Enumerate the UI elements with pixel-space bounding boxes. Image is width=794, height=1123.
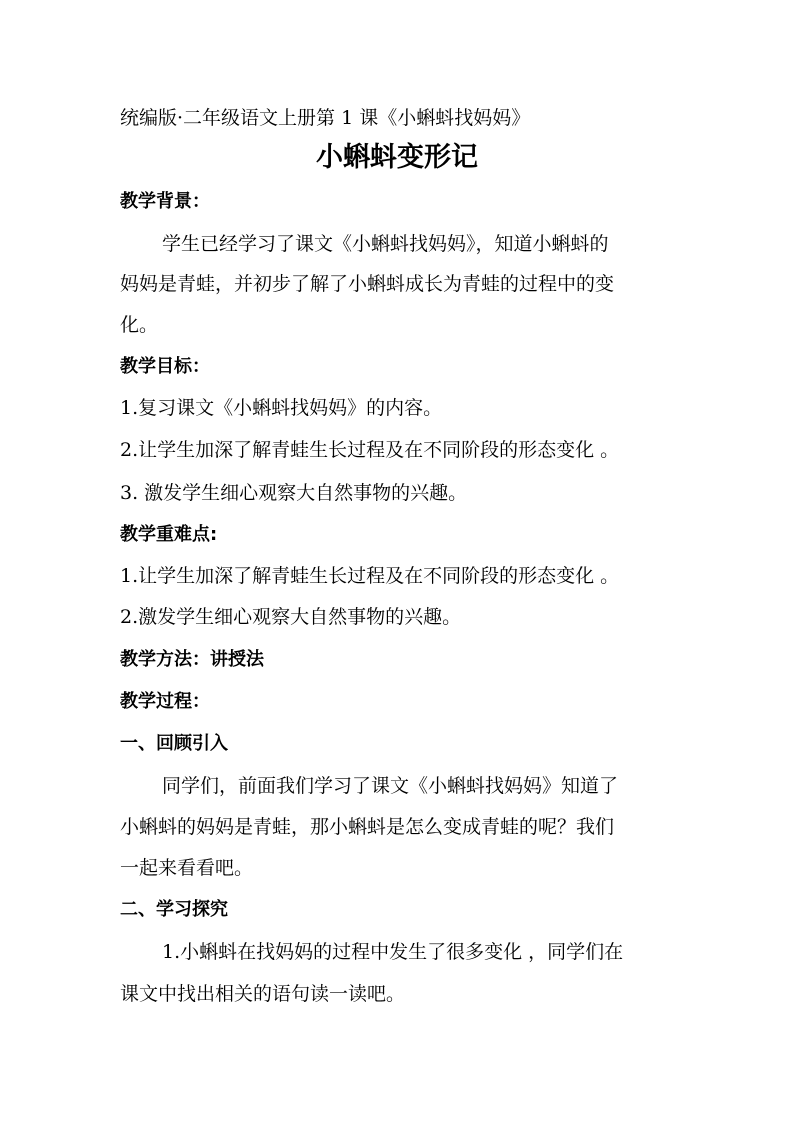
paragraph-line: 1.小蝌蚪在找妈妈的过程中发生了很多变化 ，同学们在 [162, 941, 624, 963]
list-item: 2.让学生加深了解青蛙生长过程及在不同阶段的形态变化 。 [120, 439, 620, 461]
section-heading: 二、学习探究 [120, 899, 228, 920]
list-item: 2.激发学生细心观察大自然事物的兴趣。 [120, 606, 462, 628]
goals-heading: 教学目标： [120, 356, 210, 377]
key-points-heading: 教学重难点: [120, 524, 218, 545]
paragraph-line: 化。 [120, 314, 159, 336]
list-item: 1.复习课文《小蝌蚪找妈妈》的内容。 [120, 397, 443, 419]
process-heading: 教学过程： [120, 691, 210, 712]
page-title: 小蝌蚪变形记 [316, 142, 478, 173]
list-item: 1.让学生加深了解青蛙生长过程及在不同阶段的形态变化 。 [120, 565, 620, 587]
section-heading: 一、回顾引入 [120, 733, 228, 754]
paragraph-line: 妈妈是青蛙，并初步了解了小蝌蚪成长为青蛙的过程中的变 [120, 273, 615, 295]
paragraph-line: 一起来看看吧。 [120, 857, 254, 879]
paragraph-line: 小蝌蚪的妈妈是青蛙，那小蝌蚪是怎么变成青蛙的呢？我们 [120, 816, 615, 838]
paragraph-line: 同学们，前面我们学习了课文《小蝌蚪找妈妈》知道了 [162, 775, 619, 797]
paragraph-line: 学生已经学习了课文《小蝌蚪找妈妈》，知道小蝌蚪的 [162, 233, 609, 255]
list-item: 3. 激发学生细心观察大自然事物的兴趣。 [120, 482, 468, 504]
lesson-header: 统编版·二年级语文上册第 1 课《小蝌蚪找妈妈》 [120, 107, 531, 129]
method-line: 教学方法：讲授法 [120, 649, 264, 670]
paragraph-line: 课文中找出相关的语句读一读吧。 [120, 983, 406, 1005]
background-heading: 教学背景： [120, 191, 210, 212]
